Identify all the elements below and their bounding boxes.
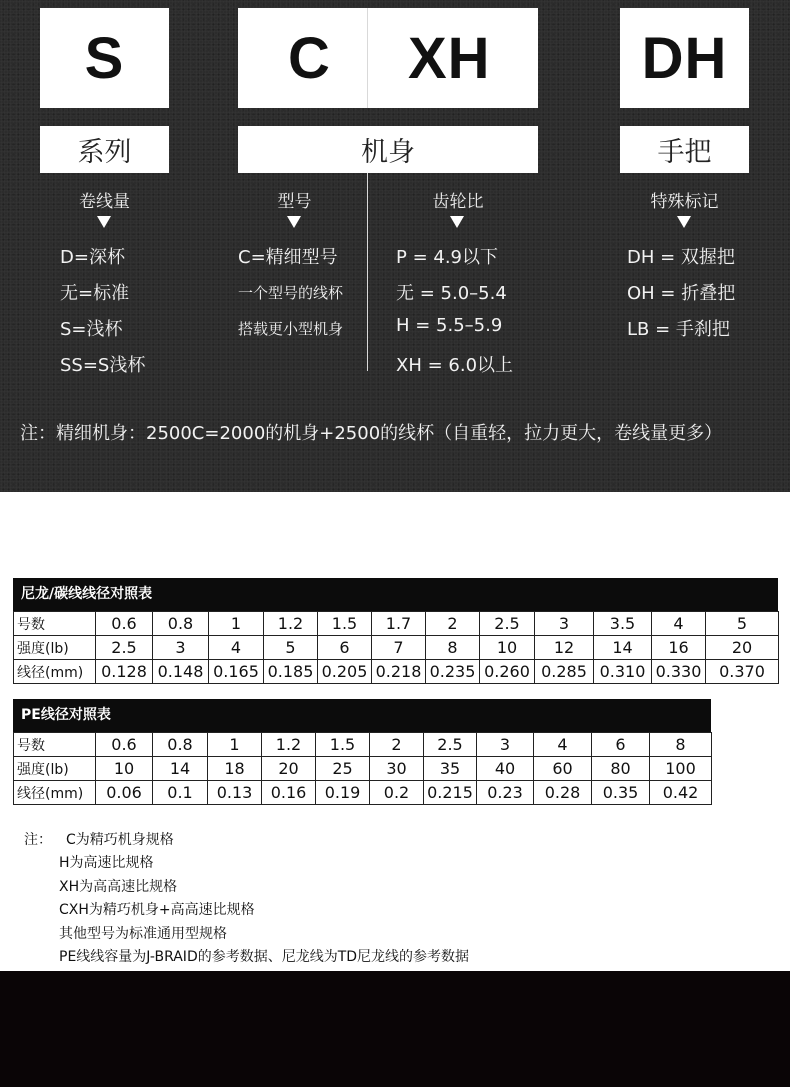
table-cell: 0.6: [96, 612, 153, 636]
table-cell: 0.2: [370, 781, 424, 805]
nylon-line-table: [13, 611, 779, 684]
table-cell: 0.205: [318, 660, 372, 684]
model-item: 搭载更小型机身: [238, 320, 344, 338]
table-cell: 5: [706, 612, 779, 636]
table-cell: 0.8: [153, 733, 208, 757]
handle-label: 手把: [657, 137, 712, 168]
code-c-xh-box: [238, 8, 538, 108]
table-cell: 2: [426, 612, 480, 636]
gear-ratio-item: XH = 6.0以上: [396, 355, 514, 376]
table-cell: 18: [208, 757, 262, 781]
note-line: [24, 829, 469, 852]
note-text: C为精巧机身规格: [66, 832, 174, 848]
pe-line-table: [13, 732, 712, 805]
model-item: 一个型号的线杯: [238, 284, 344, 302]
table-cell: 0.165: [209, 660, 264, 684]
note-line: H为高速比规格: [59, 855, 154, 872]
table-cell: 2.5: [424, 733, 477, 757]
row-header: 号数: [14, 733, 96, 757]
down-arrow-icon: [450, 216, 464, 228]
series-label-box: [40, 126, 169, 173]
table-cell: 0.13: [208, 781, 262, 805]
note-line: CXH为精巧机身+高高速比规格: [59, 902, 255, 919]
capacity-item: SS=S浅杯: [60, 355, 146, 376]
note-prefix: 注：: [24, 832, 52, 848]
table-cell: 0.8: [153, 612, 209, 636]
capacity-item: D=深杯: [60, 247, 125, 268]
table-cell: 10: [480, 636, 535, 660]
down-arrow-icon: [97, 216, 111, 228]
down-arrow-icon: [287, 216, 301, 228]
table-cell: 3: [535, 612, 594, 636]
body-note: 注：精细机身：2500C=2000的机身+2500的线杯（自重轻，拉力更大，卷线量更多）: [20, 423, 723, 444]
table-row: [14, 757, 712, 781]
capacity-item: 无=标准: [60, 283, 130, 304]
nylon-table-title: 尼龙/碳线线径对照表: [13, 578, 778, 611]
table-cell: 0.215: [424, 781, 477, 805]
handle-label-box: [620, 126, 749, 173]
table-cell: 2.5: [96, 636, 153, 660]
table-cell: 4: [534, 733, 592, 757]
table-cell: 35: [424, 757, 477, 781]
table-row: [14, 660, 779, 684]
table-row: [14, 636, 779, 660]
column-head-gear-ratio: 齿轮比: [432, 192, 484, 212]
column-head-capacity: 卷线量: [79, 192, 130, 212]
table-cell: 0.23: [477, 781, 534, 805]
table-cell: 5: [264, 636, 318, 660]
table-cell: 0.260: [480, 660, 535, 684]
table-cell: 2.5: [480, 612, 535, 636]
column-head-special: 特殊标记: [650, 192, 719, 212]
row-header: 强度(lb): [14, 636, 96, 660]
code-dh-box: [620, 8, 749, 108]
table-cell: 0.128: [96, 660, 153, 684]
code-s-box: [40, 8, 169, 108]
table-cell: 4: [652, 612, 706, 636]
table-row: [14, 612, 779, 636]
down-arrow-icon: [677, 216, 691, 228]
table-cell: 6: [592, 733, 650, 757]
table-cell: 1.5: [316, 733, 370, 757]
table-cell: 80: [592, 757, 650, 781]
table-cell: 40: [477, 757, 534, 781]
note-line: 其他型号为标准通用型规格: [59, 925, 227, 942]
special-item: LB = 手刹把: [627, 319, 730, 340]
table-row: [14, 781, 712, 805]
pe-line-table-section: [13, 699, 711, 805]
body-label-box: [238, 126, 538, 173]
gear-ratio-item: 无 = 5.0–5.4: [396, 283, 507, 304]
table-cell: 1: [208, 733, 262, 757]
table-cell: 16: [652, 636, 706, 660]
capacity-item: S=浅杯: [60, 319, 123, 340]
table-cell: 1: [209, 612, 264, 636]
divider-line-lower: [367, 173, 368, 371]
table-cell: 0.19: [316, 781, 370, 805]
table-cell: 7: [372, 636, 426, 660]
spec-notes: [24, 829, 469, 969]
model-item: C=精细型号: [238, 247, 338, 268]
row-header: 号数: [14, 612, 96, 636]
table-cell: 2: [370, 733, 424, 757]
gear-ratio-item: P = 4.9以下: [396, 247, 499, 268]
table-cell: 0.235: [426, 660, 480, 684]
table-cell: 12: [535, 636, 594, 660]
table-cell: 0.16: [262, 781, 316, 805]
table-cell: 0.310: [594, 660, 652, 684]
table-cell: 20: [262, 757, 316, 781]
table-cell: 0.330: [652, 660, 706, 684]
code-s: S: [84, 25, 125, 91]
nylon-line-table-section: [13, 578, 778, 684]
table-cell: 4: [209, 636, 264, 660]
table-cell: 0.285: [535, 660, 594, 684]
table-cell: 1.7: [372, 612, 426, 636]
bottom-dark-band: [0, 971, 790, 1087]
note-line: PE线线容量为J-BRAID的参考数据、尼龙线为TD尼龙线的参考数据: [59, 949, 470, 966]
model-code-panel: [0, 0, 790, 492]
body-label: 机身: [361, 137, 415, 168]
row-header: 线径(mm): [14, 660, 96, 684]
table-cell: 6: [318, 636, 372, 660]
code-c: C: [288, 26, 331, 91]
table-cell: 0.148: [153, 660, 209, 684]
series-label: 系列: [77, 137, 132, 168]
row-header: 强度(lb): [14, 757, 96, 781]
table-cell: 0.370: [706, 660, 779, 684]
pe-table-title: PE线径对照表: [13, 699, 711, 732]
table-cell: 0.185: [264, 660, 318, 684]
note-line: XH为高高速比规格: [59, 878, 178, 895]
table-cell: 14: [594, 636, 652, 660]
table-cell: 8: [426, 636, 480, 660]
gear-ratio-item: H = 5.5–5.9: [396, 315, 503, 336]
table-cell: 14: [153, 757, 208, 781]
divider-line: [367, 8, 368, 108]
code-dh: DH: [641, 25, 728, 91]
row-header: 线径(mm): [14, 781, 96, 805]
table-cell: 60: [534, 757, 592, 781]
table-cell: 1.2: [262, 733, 316, 757]
table-cell: 0.1: [153, 781, 208, 805]
table-cell: 10: [96, 757, 153, 781]
table-cell: 0.28: [534, 781, 592, 805]
code-xh: XH: [408, 26, 491, 91]
special-item: OH = 折叠把: [627, 283, 736, 304]
table-cell: 1.5: [318, 612, 372, 636]
table-cell: 100: [650, 757, 712, 781]
table-cell: 8: [650, 733, 712, 757]
table-cell: 1.2: [264, 612, 318, 636]
table-cell: 20: [706, 636, 779, 660]
table-cell: 0.35: [592, 781, 650, 805]
table-cell: 0.6: [96, 733, 153, 757]
special-item: DH = 双握把: [627, 247, 735, 268]
table-cell: 30: [370, 757, 424, 781]
table-row: [14, 733, 712, 757]
column-head-model: 型号: [277, 192, 312, 212]
table-cell: 3: [477, 733, 534, 757]
table-cell: 0.218: [372, 660, 426, 684]
table-cell: 3.5: [594, 612, 652, 636]
table-cell: 25: [316, 757, 370, 781]
table-cell: 0.06: [96, 781, 153, 805]
table-cell: 3: [153, 636, 209, 660]
table-cell: 0.42: [650, 781, 712, 805]
